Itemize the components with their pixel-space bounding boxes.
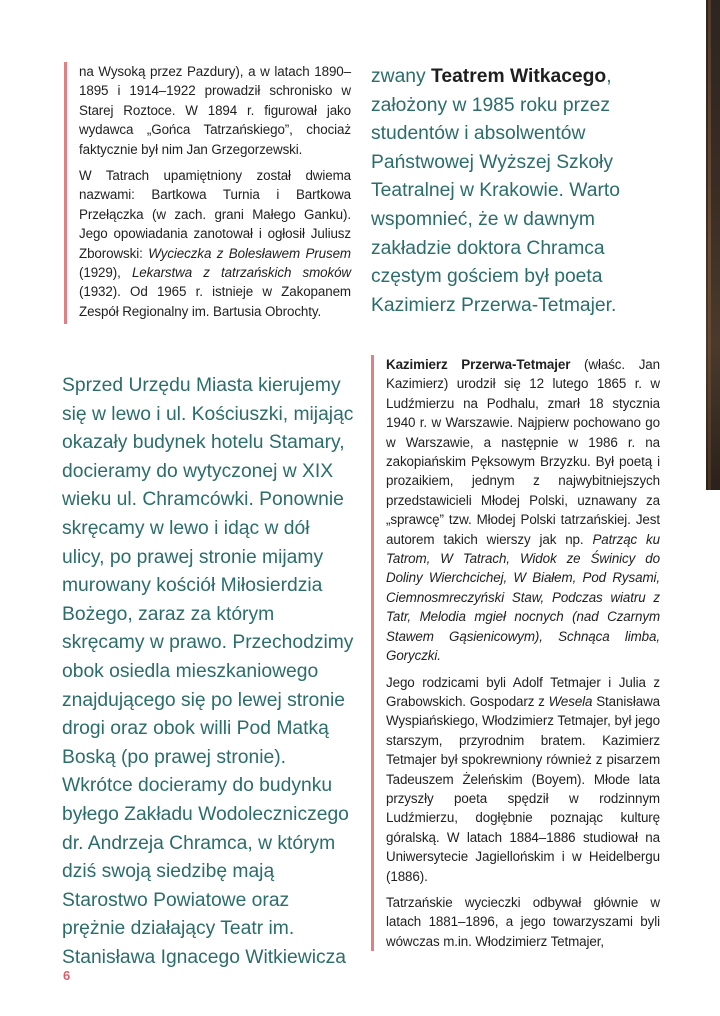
page-number: 6: [63, 968, 71, 983]
highlight-paragraph: [371, 63, 661, 320]
tetmajer-p2-text-a: Jego rodzicami byli Adolf Tetmajer i Julia z Grabowskich. Gospodarz z: [386, 674, 660, 709]
sidebar-box-top: [64, 62, 351, 324]
highlight-lead: zwany: [371, 66, 432, 87]
tetmajer-bio-text: (właśc. Jan Kazimierz) urodził się 12 lutego 1865 r. w Ludźmierzu na Podhalu, zmarł 18 stycznia 1940 r. w Warszawie. Najpierw pochowano go w Warszawie, a następnie w 1986 r. na zakopiańskim Pęksowym Brzyzku. Był poetą i prozaikiem, jednym z najwybitniejszych przedstawicieli Młodej Polski, uznawany za „sprawcę” tzw. Młodej Polski tatrzańskiej. Jest autorem takich wierszy jak np.: [386, 357, 660, 547]
box-top-paragraph-1: na Wysoką przez Pazdury), a w latach 1890–1895 i 1914–1922 prowadził schronisko w Starej Roztoce. W 1894 r. figurował jako wydawca „Gońca Tatrzańskiego”, chociaż faktycznie był nim Jan Grzegorzewski.: [79, 64, 351, 157]
tetmajer-paragraph-1: [386, 355, 660, 666]
wesela-title: Wesela: [548, 693, 593, 709]
tetmajer-p2-text-b: Stanisława Wyspiańskiego, Włodzimierz Tetmajer, był jego starszym, przyrodnim bratem. Kazimierz Tetmajer był spokrewniony również z pisarzem Tadeuszem Żeleńskim (Boyem). Młode lata przyszły poeta spędził w rodzinnym Ludźmierzu, dogłębnie poznając kulturę góralską. W latach 1884–1886 studiował na Uniwersytecie Jagiellońskim i w Heidelbergu (1886).: [386, 693, 660, 884]
tetmajer-paragraph-2: [386, 673, 660, 886]
tetmajer-name: Kazimierz Przerwa-Tetmajer: [386, 357, 571, 372]
highlight-text-right: [371, 63, 661, 320]
book-title-2: Lekarstwa z tatrzańskich smoków: [131, 265, 352, 281]
book-title-1: Wycieczka z Bolesławem Prusem: [148, 245, 351, 261]
highlight-strong-name: Teatrem Witkacego: [431, 66, 607, 87]
box-top-p2-text-a: W Tatrach upamiętniony został dwiema nazwami: Bartkowa Turnia i Bartkowa Przełączka (w zach. grani Małego Ganku). Jego opowiadania zanotował i ogłosił Juliusz Zborowski:: [79, 168, 351, 261]
box-top-p2-text-c: (1929),: [79, 265, 132, 281]
box-top-p2-text-e: (1932). Od 1965 r. istnieje w Zakopanem Zespół Regionalny im. Bartusia Obrochty.: [79, 284, 351, 319]
main-route-text: [62, 372, 354, 972]
tetmajer-poem-list: Patrząc ku Tatrom, W Tatrach, Widok ze Świnicy do Doliny Wierchcichej, W Białem, Pod Rysami, Ciemnosmreczyński Staw, Podczas wiatru z Tatr, Melodia mgieł nocnych (nad Czarnym Stawem Gąsienicowym), Schnąca limba, Goryczki.: [386, 531, 660, 664]
box-top-paragraph-2: [79, 166, 351, 321]
sidebar-box-tetmajer: [371, 355, 660, 951]
photo-edge-strip: [706, 0, 720, 490]
main-route-paragraph: Sprzed Urzędu Miasta kierujemy się w lewo i ul. Kościuszki, mijając okazały budynek hotelu Stamary, docieramy do wytyczonej w XIX wieku ul. Chramcówki. Ponownie skręcamy w lewo i idąc w dół ulicy, po prawej stronie mijamy murowany kościół Miłosierdzia Bożego, zaraz za którym skręcamy w prawo. Przechodzimy obok osiedla mieszkaniowego znajdującego się po lewej stronie drogi oraz obok willi Pod Matką Boską (po prawej stronie). Wkrótce docieramy do budynku byłego Zakładu Wodoleczniczego dr. Andrzeja Chramca, w którym dziś swoją siedzibę mają Starostwo Powiatowe oraz prężnie działający Teatr im. Stanisława Ignacego Witkiewicza: [62, 375, 354, 968]
tetmajer-paragraph-3: Tatrzańskie wycieczki odbywał głównie w latach 1881–1896, a jego towarzyszami byli wówczas m.in. Włodzimierz Tetmajer,: [386, 894, 660, 949]
highlight-rest: , założony w 1985 roku przez studentów i absolwentów Państwowej Wyższej Szkoły Teatralnej w Krakowie. Warto wspomnieć, że w dawnym zakładzie doktora Chramca częstym gościem był poeta Kazimierz Przerwa-Tetmajer.: [371, 66, 620, 316]
